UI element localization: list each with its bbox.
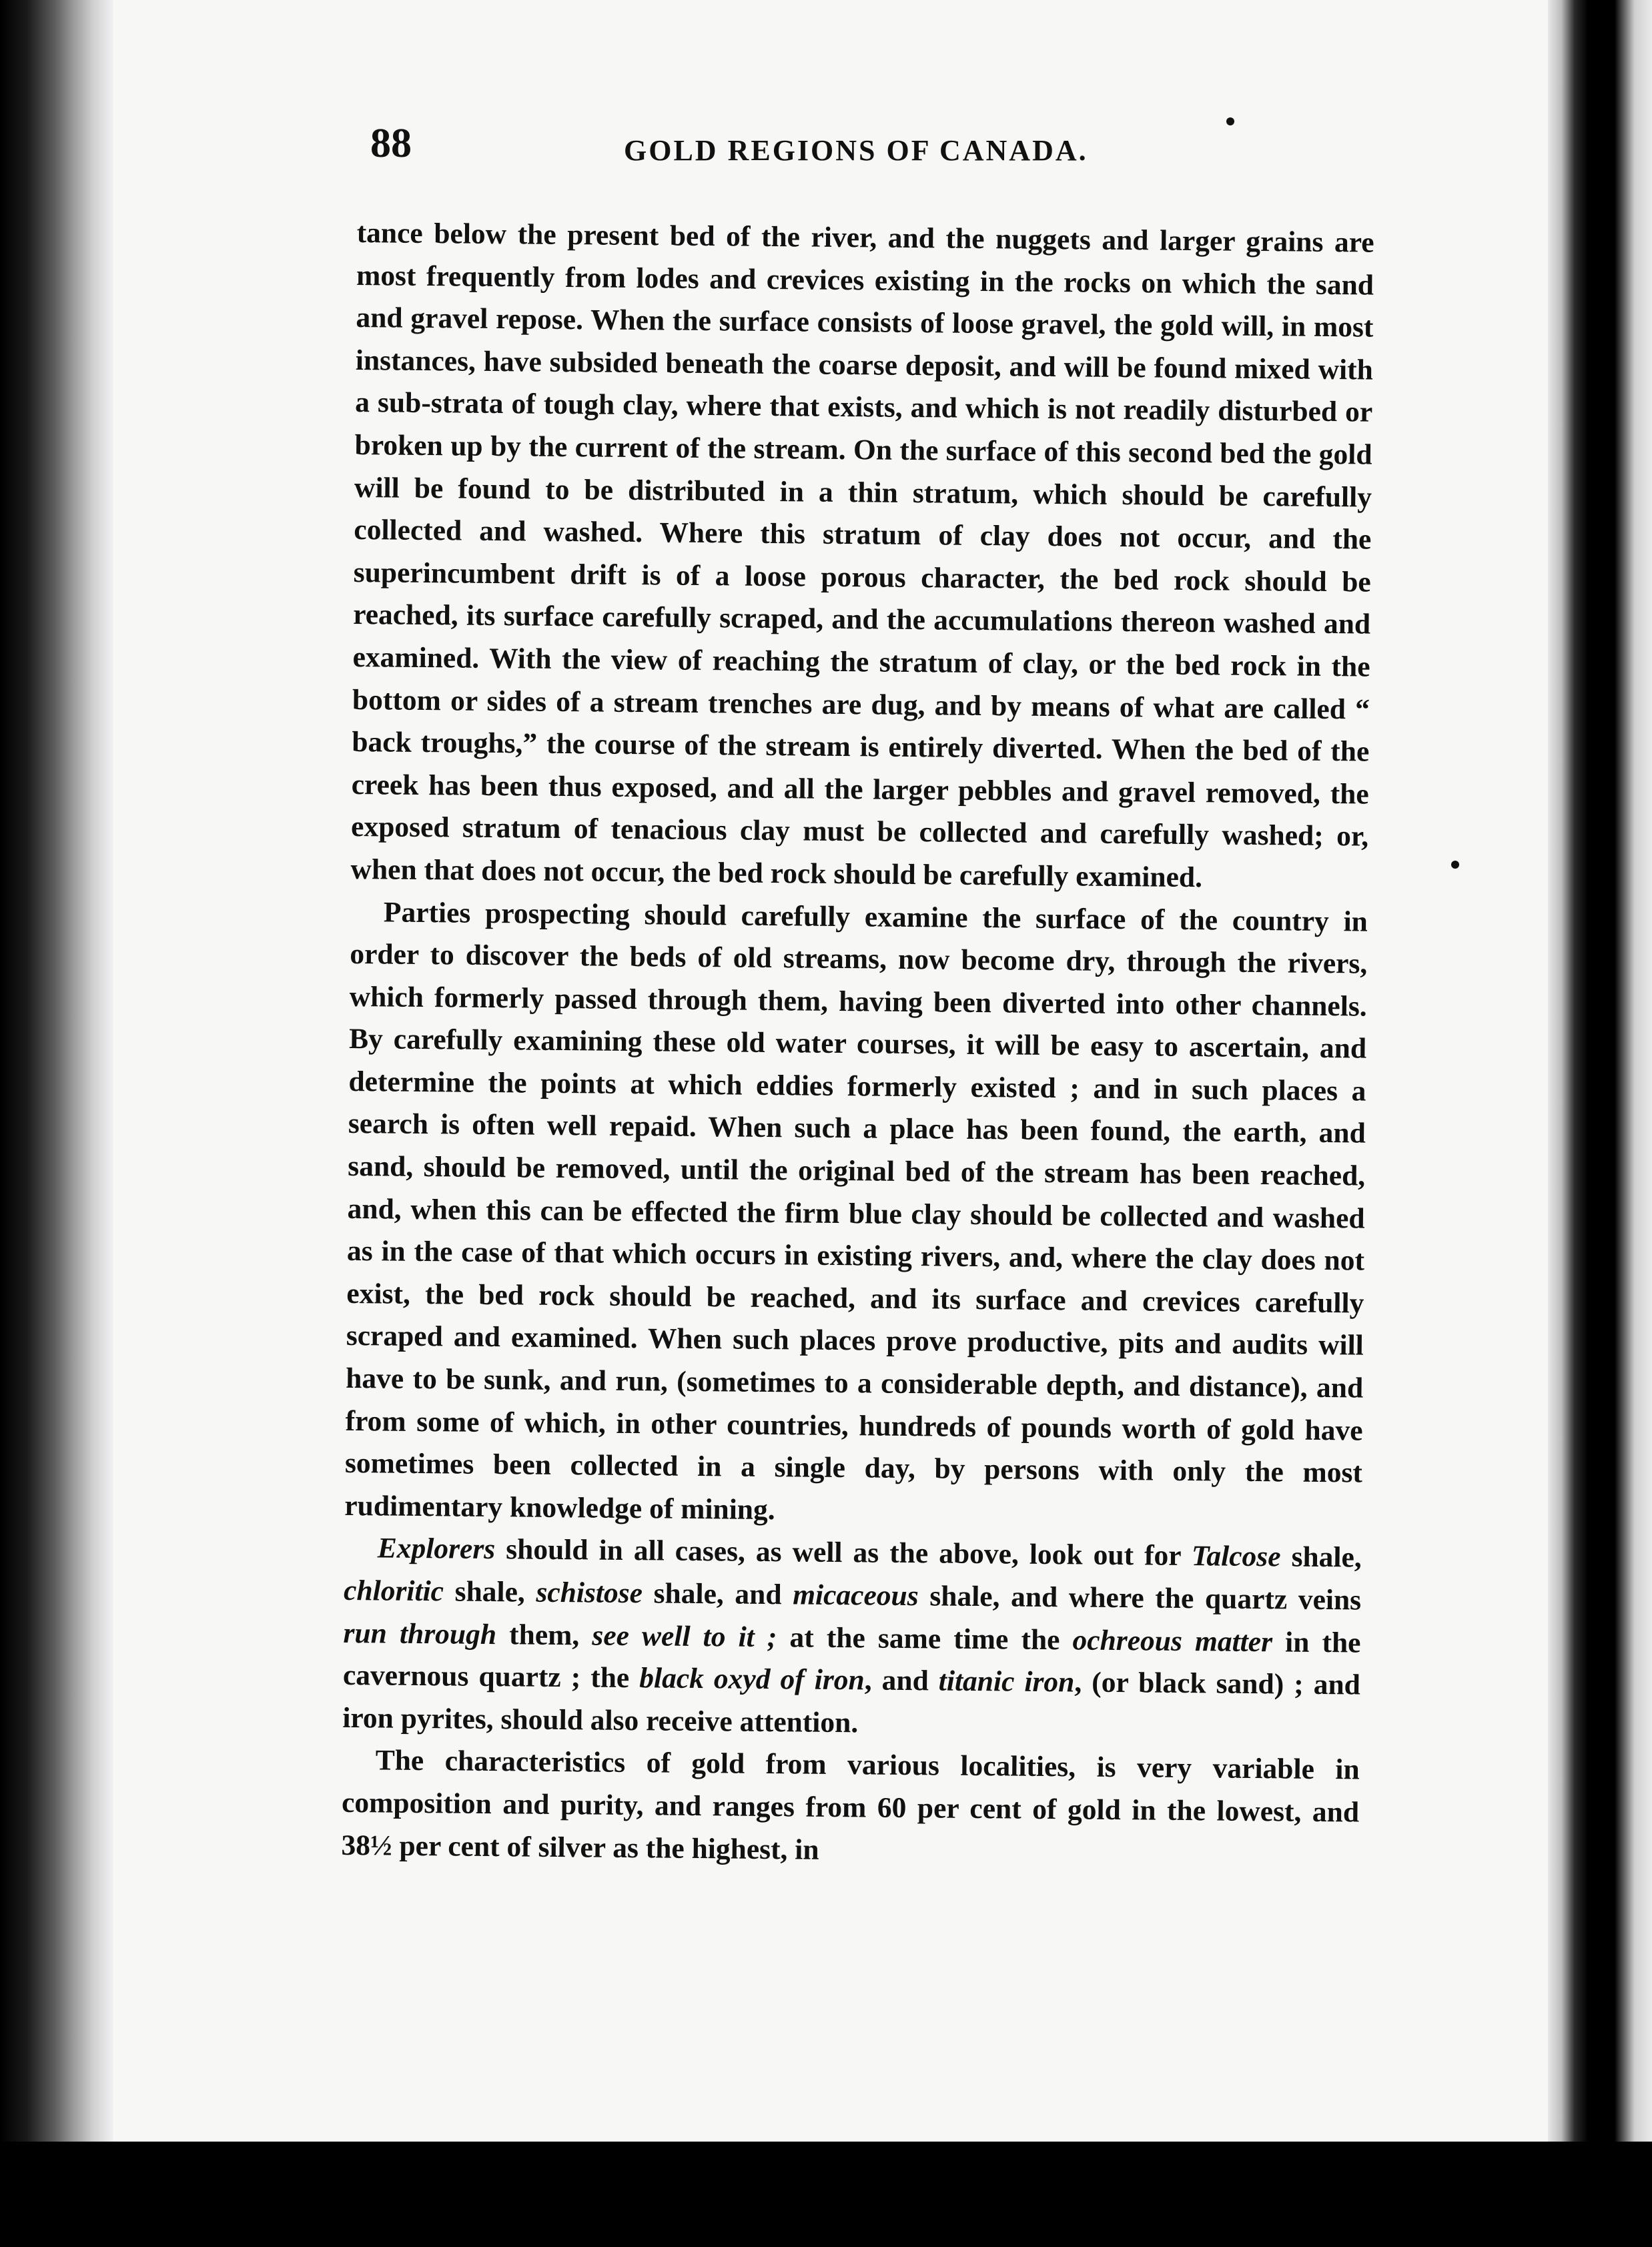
text-run: shale, and <box>642 1577 793 1611</box>
facing-page-edge <box>1548 0 1652 2247</box>
book-binding-shadow <box>0 0 113 2247</box>
italic-term: ochreous matter <box>1072 1623 1273 1658</box>
text-run: , and <box>864 1664 939 1697</box>
italic-term: black oxyd of iron <box>639 1662 865 1697</box>
text-run: shale, <box>1280 1540 1362 1574</box>
italic-term: run through <box>343 1617 497 1651</box>
paragraph <box>342 1527 1362 1749</box>
speck-mark <box>1451 861 1459 869</box>
text-run: shale, <box>443 1575 536 1609</box>
paragraph: The characteristics of gold from various localities, is very variable in composition and purity, and ranges from 60 per cent of gold in the lowest, and 38½ per cent of silver as the highest, in <box>341 1744 1360 1866</box>
text-run: them, <box>496 1618 592 1652</box>
italic-term: titanic iron <box>938 1665 1075 1699</box>
text-run: shale, and where the quartz veins <box>918 1580 1362 1617</box>
text-run: in the cavernous quartz ; the <box>342 1625 1361 1695</box>
italic-term: schistose <box>536 1576 643 1610</box>
paragraph: tance below the present bed of the river, and the nuggets and larger grains are most frequently from lodes and crevices existing in the rocks on which the sand and gravel repose. When the surface consists of loose gravel, the gold will, in most instances, have subsided beneath the coarse deposit, and will be found mixed with a sub-strata of tough clay, where that exists, and which is not readily disturbed or broken up by the current of the stream. On the surface of this second bed the gold will be found to be distributed in a thin stratum, which should be carefully collected and washed. Where this stratum of clay does not occur, and the superincumbent drift is of a loose porous character, the bed rock should be reached, its surface carefully scraped, and the accumulations thereon washed and examined. With the view of reaching the stratum of clay, or the bed rock in the bottom or sides of a stream trenches are dug, and by means of what are called “ back troughs,” the course of the stream is entirely diverted. When the bed of the creek has been thus exposed, and all the larger pebbles and gravel removed, the exposed stratum of tenacious clay must be collected and carefully washed; or, when that does not occur, the bed rock should be carefully examined. <box>350 216 1374 894</box>
italic-term: see well to it ; <box>592 1619 777 1653</box>
italic-term: Explorers <box>377 1532 496 1566</box>
body-text <box>341 212 1374 1877</box>
page-header <box>370 120 1371 180</box>
italic-term: micaceous <box>792 1579 919 1613</box>
paragraph: Parties prospecting should carefully examine the surface of the country in order to discover the beds of old streams, now become dry, through the rivers, which formerly passed through them, having been diverted into other channels. By carefully examining these old water courses, it will be easy to ascertain, and determine the points at which eddies formerly existed ; and in such places a search is often well repaid. When such a place has been found, the earth, and sand, should be removed, until the original bed of the stream has been reached, and, when this can be effected the firm blue clay should be collected and washed as in the case of that which occurs in existing rivers, and, where the clay does not exist, the bed rock should be reached, and its surface and crevices carefully scraped and examined. When such places prove productive, pits and audits will have to be sunk, and run, (sometimes to a considerable depth, and distance), and from some of which, in other countries, hundreds of pounds worth of gold have sometimes been collected in a single day, by persons with only the most rudimentary knowledge of mining. <box>344 895 1368 1526</box>
page-number: 88 <box>370 121 412 166</box>
italic-term: chloritic <box>343 1574 444 1608</box>
text-run: , (or black sand) ; and iron pyrites, should also receive attention. <box>342 1666 1361 1739</box>
text-run: at the same time the <box>777 1621 1073 1656</box>
italic-term: Talcose <box>1191 1540 1281 1573</box>
scan-bottom-border <box>0 2142 1652 2247</box>
running-head: GOLD REGIONS OF CANADA. <box>624 134 1088 167</box>
text-run: should in all cases, as well as the above, look out for <box>494 1533 1192 1572</box>
